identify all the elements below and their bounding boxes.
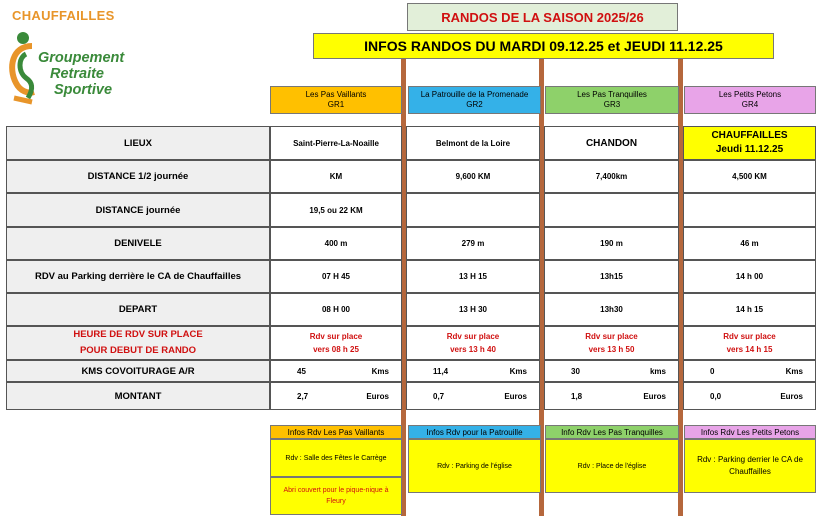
montant-value: 0,0 (710, 391, 722, 401)
rdv-place-line1: Rdv sur place (585, 332, 638, 341)
cell-depart-gr2: 13 H 30 (406, 293, 540, 326)
cell-denivele-gr4: 46 m (683, 227, 816, 260)
cell-rdv-parking-gr4: 14 h 00 (683, 260, 816, 293)
cell-distance-half-gr2: 9,600 KM (406, 160, 540, 193)
group-name: Les Pas Tranquilles (577, 90, 647, 99)
montant-unit: Euros (780, 391, 803, 401)
info-subtitle: INFOS RANDOS DU MARDI 09.12.25 et JEUDI 11.12.25 (313, 33, 774, 59)
row-label-distance-half: DISTANCE 1/2 journée (6, 160, 270, 193)
group-name: La Patrouille de la Promenade (420, 90, 529, 99)
kms-unit: Kms (371, 366, 389, 376)
cell-lieux-gr4 (683, 126, 816, 160)
info-body-gr4: Rdv : Parking derrier le CA de Chauffailles (684, 439, 816, 493)
group-code: GR2 (466, 100, 483, 109)
kms-unit: Kms (509, 366, 527, 376)
group-name: Les Pas Vaillants (305, 90, 367, 99)
cell-denivele-gr3: 190 m (544, 227, 679, 260)
row-label-rdv-place-line1: HEURE DE RDV SUR PLACE (73, 329, 203, 340)
rdv-place-line2: vers 08 h 25 (313, 345, 359, 354)
cell-denivele-gr1: 400 m (270, 227, 402, 260)
cell-kms-gr3 (544, 360, 679, 382)
cell-rdv-place-gr4 (683, 326, 816, 360)
cell-depart-gr3: 13h30 (544, 293, 679, 326)
rdv-place-line1: Rdv sur place (446, 332, 500, 341)
cell-rdv-place-gr3 (544, 326, 679, 360)
rdv-place-line2: vers 13 h 40 (450, 345, 496, 354)
kms-unit: kms (649, 366, 666, 376)
logo-line-3: Sportive (54, 82, 113, 98)
row-label-distance-day: DISTANCE journée (6, 193, 270, 227)
cell-montant-gr3 (544, 382, 679, 410)
cell-lieux-gr2: Belmont de la Loire (406, 126, 540, 160)
group-name: Les Petits Petons (718, 90, 782, 99)
group-code: GR3 (603, 100, 621, 109)
group-header-gr3 (545, 86, 679, 114)
cell-montant-gr1 (270, 382, 402, 410)
info-header-gr3: Info Rdv Les Pas Tranquilles (545, 425, 679, 439)
logo-line-2: Retraite (50, 66, 104, 82)
rdv-place-line1: Rdv sur place (309, 332, 363, 341)
group-code: GR1 (327, 100, 345, 109)
montant-value: 0,7 (433, 391, 445, 401)
group-header-gr2 (408, 86, 541, 114)
cell-lieux-gr3: CHANDON (544, 126, 679, 160)
row-label-rdv-parking: RDV au Parking derrière le CA de Chauffailles (6, 260, 270, 293)
place-date: Jeudi 11.12.25 (715, 144, 784, 155)
group-header-gr1 (270, 86, 402, 114)
info-header-gr1: Infos Rdv Les Pas Vaillants (270, 425, 402, 439)
rdv-place-line2: vers 14 h 15 (726, 345, 773, 354)
cell-rdv-parking-gr2: 13 H 15 (406, 260, 540, 293)
cell-lieux-gr1: Saint-Pierre-La-Noaille (270, 126, 402, 160)
cell-distance-day-gr4 (683, 193, 816, 227)
place-name: CHAUFFAILLES (711, 130, 788, 141)
kms-value: 45 (297, 366, 306, 376)
info-header-gr2: Infos Rdv pour la Patrouille (408, 425, 541, 439)
row-label-rdv-place (6, 326, 270, 360)
cell-distance-day-gr3 (544, 193, 679, 227)
cell-montant-gr4 (683, 382, 816, 410)
cell-denivele-gr2: 279 m (406, 227, 540, 260)
montant-unit: Euros (366, 391, 389, 401)
row-label-rdv-place-line2: POUR DEBUT DE RANDO (79, 345, 197, 356)
kms-unit: Kms (785, 366, 803, 376)
cell-distance-half-gr4: 4,500 KM (683, 160, 816, 193)
cell-rdv-place-gr2 (406, 326, 540, 360)
montant-unit: Euros (643, 391, 666, 401)
cell-rdv-parking-gr1: 07 H 45 (270, 260, 402, 293)
info-header-gr4: Infos Rdv Les Petits Petons (684, 425, 816, 439)
cell-distance-half-gr3: 7,400km (544, 160, 679, 193)
cell-distance-half-gr1: KM (270, 160, 402, 193)
row-label-denivele: DENIVELE (6, 227, 270, 260)
cell-rdv-place-gr1 (270, 326, 402, 360)
group-code: GR4 (741, 100, 759, 109)
logo-text (38, 50, 158, 98)
info-body-gr3: Rdv : Place de l'église (545, 439, 679, 493)
season-title: RANDOS DE LA SAISON 2025/26 (407, 3, 678, 31)
montant-value: 1,8 (571, 391, 583, 401)
cell-depart-gr4: 14 h 15 (683, 293, 816, 326)
montant-unit: Euros (504, 391, 527, 401)
row-label-kms: KMS COVOITURAGE A/R (6, 360, 270, 382)
rdv-place-line1: Rdv sur place (723, 332, 776, 341)
montant-value: 2,7 (297, 391, 309, 401)
group-header-gr4 (684, 86, 816, 114)
kms-value: 30 (571, 366, 580, 376)
cell-distance-day-gr1: 19,5 ou 22 KM (270, 193, 402, 227)
cell-kms-gr2 (406, 360, 540, 382)
cell-kms-gr4 (683, 360, 816, 382)
logo-line-1: Groupement (38, 50, 125, 66)
town-name: CHAUFFAILLES (12, 8, 115, 23)
row-label-montant: MONTANT (6, 382, 270, 410)
rdv-place-line2: vers 13 h 50 (588, 345, 635, 354)
row-label-lieux: LIEUX (6, 126, 270, 160)
info-extra-gr1: Abri couvert pour le pique-nique à Fleury (270, 477, 402, 515)
cell-distance-day-gr2 (406, 193, 540, 227)
cell-montant-gr2 (406, 382, 540, 410)
info-body-gr2: Rdv : Parking de l'église (408, 439, 541, 493)
kms-value: 0 (710, 366, 715, 376)
kms-value: 11,4 (433, 366, 449, 376)
info-body-gr1: Rdv : Salle des Fêtes le Carrège (270, 439, 402, 477)
cell-depart-gr1: 08 H 00 (270, 293, 402, 326)
row-label-depart: DEPART (6, 293, 270, 326)
cell-rdv-parking-gr3: 13h15 (544, 260, 679, 293)
cell-kms-gr1 (270, 360, 402, 382)
